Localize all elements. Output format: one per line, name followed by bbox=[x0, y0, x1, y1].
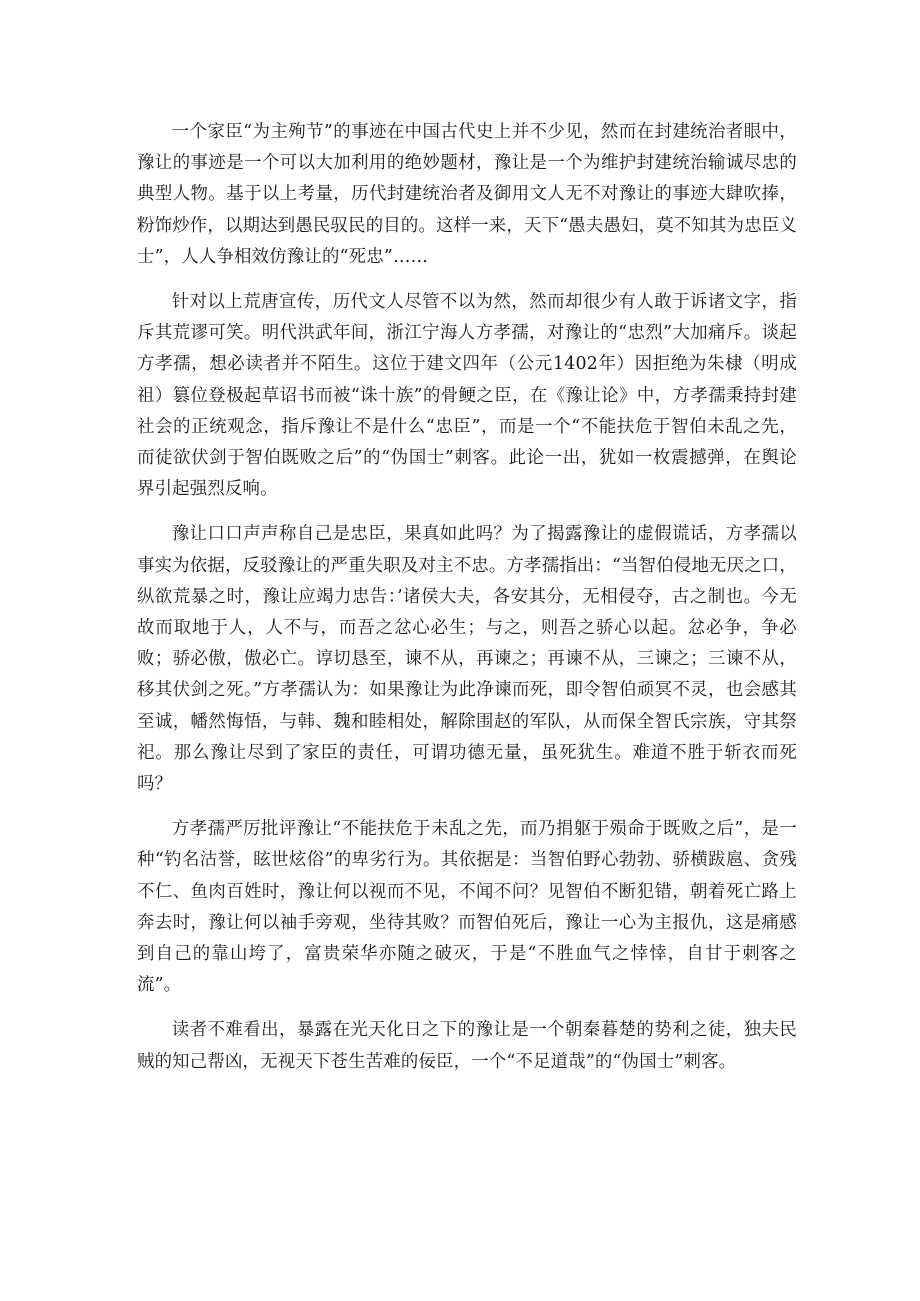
paragraph-2: 针对以上荒唐宣传，历代文人尽管不以为然，然而却很少有人敢于诉诸文字，指斥其荒谬可笑。明代洪武年间，浙江宁海人方孝孺，对豫让的“忠烈”大加痛斥。谈起方孝孺，想必读者并不陌生。这位于建文四年（公元1402年）因拒绝为朱棣（明成祖）篡位登极起草诏书而被“诛十族”的骨鲠之臣，在《豫让论》中，方孝孺秉持封建社会的正统观念，指斥豫让不是什么“忠臣”，而是一个“不能扶危于智伯未乱之先，而徒欲伏剑于智伯既败之后”的“伪国士”刺客。此论一出，犹如一枚震撼弹，在舆论界引起强烈反响。 bbox=[137, 292, 797, 500]
paragraph-5: 读者不难看出，暴露在光天化日之下的豫让是一个朝秦暮楚的势利之徒，独夫民贼的知己帮凶，无视天下苍生苦难的佞臣，一个“不足道哉”的“伪国士”刺客。 bbox=[137, 1020, 797, 1072]
article-body bbox=[137, 117, 797, 1092]
paragraph-4: 方孝孺严厉批评豫让“不能扶危于未乱之先，而乃捐躯于殒命于既败之后”，是一种“钓名沽誉，眩世炫俗”的卑劣行为。其依据是：当智伯野心勃勃、骄横跋扈、贪残不仁、鱼肉百姓时，豫让何以视而不见，不闻不问？见智伯不断犯错，朝着死亡路上奔去时，豫让何以袖手旁观，坐待其败？而智伯死后，豫让一心为主报仇，这是痛感到自己的靠山垮了，富贵荣华亦随之破灭，于是“不胜血气之悻悻，自甘于刺客之流”。 bbox=[137, 819, 797, 996]
paragraph-1: 一个家臣“为主殉节”的事迹在中国古代史上并不少见，然而在封建统治者眼中，豫让的事迹是一个可以大加利用的绝妙题材，豫让是一个为维护封建统治输诚尽忠的典型人物。基于以上考量，历代封建统治者及御用文人无不对豫让的事迹大肆吹捧，粉饰炒作，以期达到愚民驭民的目的。这样一来，天下“愚夫愚妇，莫不知其为忠臣义士”，人人争相效仿豫让的“死忠”…… bbox=[137, 122, 797, 267]
paragraph-3: 豫让口口声声称自己是忠臣，果真如此吗？为了揭露豫让的虚假谎话，方孝孺以事实为依据，反驳豫让的严重失职及对主不忠。方孝孺指出：“当智伯侵地无厌之口，纵欲荒暴之时，豫让应竭力忠告：’诸侯大夫，各安其分，无相侵夺，古之制也。今无故而取地于人，人不与，而吾之忿心必生；与之，则吾之骄心以起。忿必争，争必败；骄必傲，傲必亡。谆切恳至，谏不从，再谏之；再谏不从，三谏之；三谏不从，移其伏剑之死。”方孝孺认为：如果豫让为此净谏而死，即令智伯顽冥不灵，也会感其至诚，幡然悔悟，与韩、魏和睦相处，解除围赵的军队，从而保全智氏宗族，守其祭祀。那么豫让尽到了家臣的责任，可谓功德无量，虽死犹生。难道不胜于斩衣而死吗？ bbox=[137, 524, 797, 795]
